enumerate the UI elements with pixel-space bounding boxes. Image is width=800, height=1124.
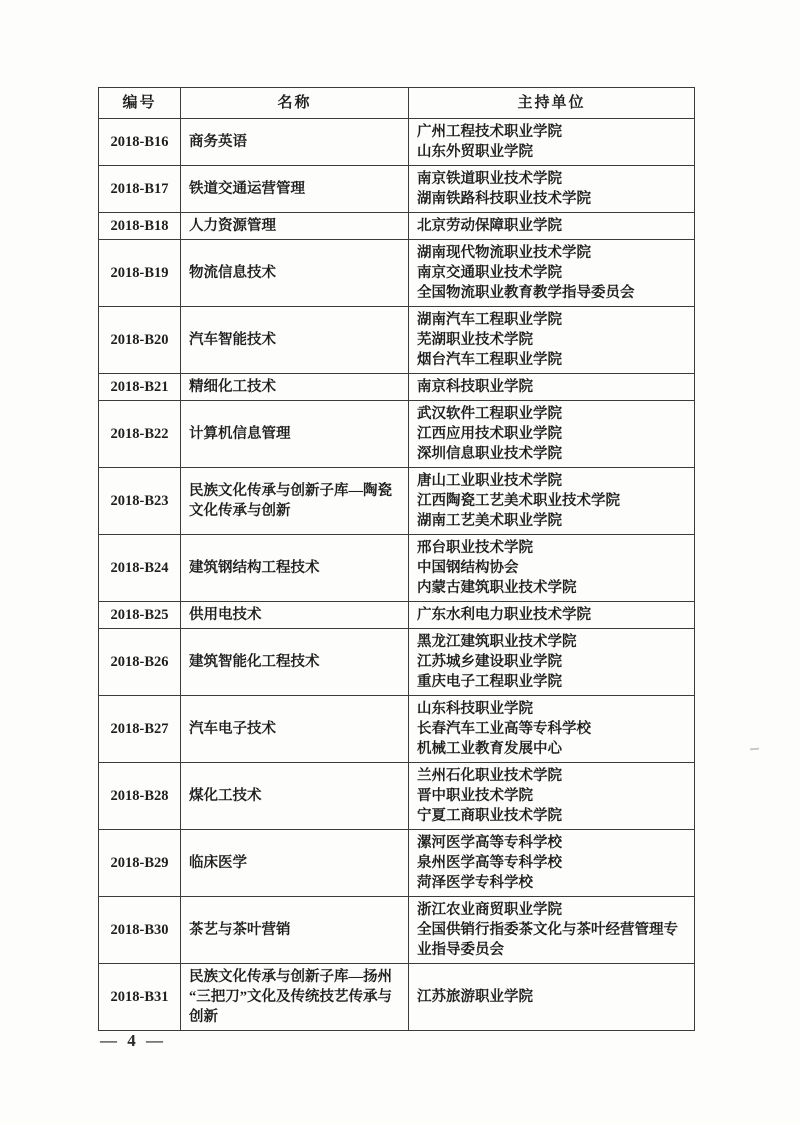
row-name-cell: 茶艺与茶叶营销 — [181, 897, 409, 964]
host-unit-line: 湖南工艺美术职业学院 — [417, 513, 562, 529]
host-unit-line: 泉州医学高等专科学校 — [417, 855, 562, 871]
host-unit-line: 广州工程技术职业学院 — [417, 124, 562, 140]
row-host-units-cell — [409, 696, 695, 763]
row-name-cell: 精细化工技术 — [181, 374, 409, 401]
host-unit-line: 湖南现代物流职业技术学院 — [417, 245, 591, 261]
table-row — [99, 830, 695, 897]
host-unit-line: 中国钢结构协会 — [417, 560, 519, 576]
column-header-id: 编号 — [99, 88, 181, 119]
host-unit-line: 北京劳动保障职业学院 — [417, 218, 562, 234]
table-row — [99, 374, 695, 401]
row-id-cell: 2018-B23 — [99, 468, 181, 535]
row-host-units-cell — [409, 468, 695, 535]
host-unit-line: 菏泽医学专科学校 — [417, 875, 533, 891]
header-row — [99, 88, 695, 119]
row-name-cell: 汽车智能技术 — [181, 307, 409, 374]
page-number: — 4 — — [100, 1031, 166, 1050]
host-unit-line: 南京交通职业技术学院 — [417, 265, 562, 281]
row-name-cell: 建筑智能化工程技术 — [181, 629, 409, 696]
row-id-cell: 2018-B26 — [99, 629, 181, 696]
row-name-cell: 物流信息技术 — [181, 240, 409, 307]
table-row — [99, 119, 695, 166]
host-unit-line: 浙江农业商贸职业学院 — [417, 902, 562, 918]
row-name-cell: 铁道交通运营管理 — [181, 166, 409, 213]
row-name-cell: 人力资源管理 — [181, 213, 409, 240]
row-host-units-cell — [409, 401, 695, 468]
table-row — [99, 897, 695, 964]
host-unit-line: 长春汽车工业高等专科学校 — [417, 721, 591, 737]
host-unit-line: 南京铁道职业技术学院 — [417, 171, 562, 187]
row-name-cell: 民族文化传承与创新子库—扬州“三把刀”文化及传统技艺传承与创新 — [181, 964, 409, 1031]
row-id-cell: 2018-B27 — [99, 696, 181, 763]
host-unit-line: 江苏城乡建设职业学院 — [417, 654, 562, 670]
table-row — [99, 763, 695, 830]
row-name-cell: 建筑钢结构工程技术 — [181, 535, 409, 602]
row-id-cell: 2018-B20 — [99, 307, 181, 374]
host-unit-line: 南京科技职业学院 — [417, 379, 533, 395]
row-id-cell: 2018-B16 — [99, 119, 181, 166]
row-name-cell: 临床医学 — [181, 830, 409, 897]
table-row — [99, 401, 695, 468]
row-name-cell: 商务英语 — [181, 119, 409, 166]
table-row — [99, 602, 695, 629]
row-host-units-cell — [409, 830, 695, 897]
row-name-cell: 民族文化传承与创新子库—陶瓷文化传承与创新 — [181, 468, 409, 535]
host-unit-line: 武汉软件工程职业学院 — [417, 406, 562, 422]
row-name-cell: 煤化工技术 — [181, 763, 409, 830]
row-id-cell: 2018-B30 — [99, 897, 181, 964]
row-id-cell: 2018-B28 — [99, 763, 181, 830]
row-host-units-cell — [409, 166, 695, 213]
host-unit-line: 江苏旅游职业学院 — [417, 989, 533, 1005]
host-unit-line: 晋中职业技术学院 — [417, 788, 533, 804]
host-unit-line: 宁夏工商职业技术学院 — [417, 808, 562, 824]
table-body — [99, 119, 695, 1031]
column-header-name: 名称 — [181, 88, 409, 119]
row-host-units-cell — [409, 213, 695, 240]
host-unit-line: 湖南汽车工程职业学院 — [417, 312, 562, 328]
host-unit-line: 山东外贸职业学院 — [417, 144, 533, 160]
scan-artifact — [750, 748, 759, 751]
table-row — [99, 166, 695, 213]
table-row — [99, 535, 695, 602]
row-id-cell: 2018-B21 — [99, 374, 181, 401]
row-id-cell: 2018-B18 — [99, 213, 181, 240]
row-host-units-cell — [409, 964, 695, 1031]
table-row — [99, 213, 695, 240]
row-host-units-cell — [409, 535, 695, 602]
row-host-units-cell — [409, 307, 695, 374]
host-unit-line: 深圳信息职业技术学院 — [417, 446, 562, 462]
host-unit-line: 漯河医学高等专科学校 — [417, 835, 562, 851]
row-host-units-cell — [409, 374, 695, 401]
table-row — [99, 307, 695, 374]
row-host-units-cell — [409, 629, 695, 696]
host-unit-line: 山东科技职业学院 — [417, 701, 533, 717]
host-unit-line: 黑龙江建筑职业技术学院 — [417, 634, 577, 650]
row-id-cell: 2018-B17 — [99, 166, 181, 213]
table-row — [99, 468, 695, 535]
host-unit-line: 邢台职业技术学院 — [417, 540, 533, 556]
column-header-host: 主持单位 — [409, 88, 695, 119]
host-unit-line: 唐山工业职业技术学院 — [417, 473, 562, 489]
host-unit-line: 兰州石化职业技术学院 — [417, 768, 562, 784]
host-unit-line: 全国供销行指委茶文化与茶叶经营管理专业指导委员会 — [417, 922, 678, 958]
host-unit-line: 内蒙古建筑职业技术学院 — [417, 580, 577, 596]
row-name-cell: 计算机信息管理 — [181, 401, 409, 468]
row-host-units-cell — [409, 240, 695, 307]
table-row — [99, 240, 695, 307]
host-unit-line: 江西应用技术职业学院 — [417, 426, 562, 442]
host-unit-line: 芜湖职业技术学院 — [417, 332, 533, 348]
row-name-cell: 供用电技术 — [181, 602, 409, 629]
row-name-cell: 汽车电子技术 — [181, 696, 409, 763]
row-id-cell: 2018-B24 — [99, 535, 181, 602]
host-unit-line: 烟台汽车工程职业学院 — [417, 352, 562, 368]
row-host-units-cell — [409, 763, 695, 830]
row-id-cell: 2018-B19 — [99, 240, 181, 307]
host-unit-line: 重庆电子工程职业学院 — [417, 674, 562, 690]
row-id-cell: 2018-B22 — [99, 401, 181, 468]
row-id-cell: 2018-B25 — [99, 602, 181, 629]
row-host-units-cell — [409, 119, 695, 166]
projects-table — [98, 87, 695, 1031]
host-unit-line: 全国物流职业教育教学指导委员会 — [417, 285, 635, 301]
row-id-cell: 2018-B31 — [99, 964, 181, 1031]
row-host-units-cell — [409, 897, 695, 964]
row-id-cell: 2018-B29 — [99, 830, 181, 897]
row-host-units-cell — [409, 602, 695, 629]
table-row — [99, 964, 695, 1031]
host-unit-line: 江西陶瓷工艺美术职业技术学院 — [417, 493, 620, 509]
host-unit-line: 机械工业教育发展中心 — [417, 741, 562, 757]
table-row — [99, 629, 695, 696]
table-row — [99, 696, 695, 763]
host-unit-line: 广东水利电力职业技术学院 — [417, 607, 591, 623]
host-unit-line: 湖南铁路科技职业技术学院 — [417, 191, 591, 207]
